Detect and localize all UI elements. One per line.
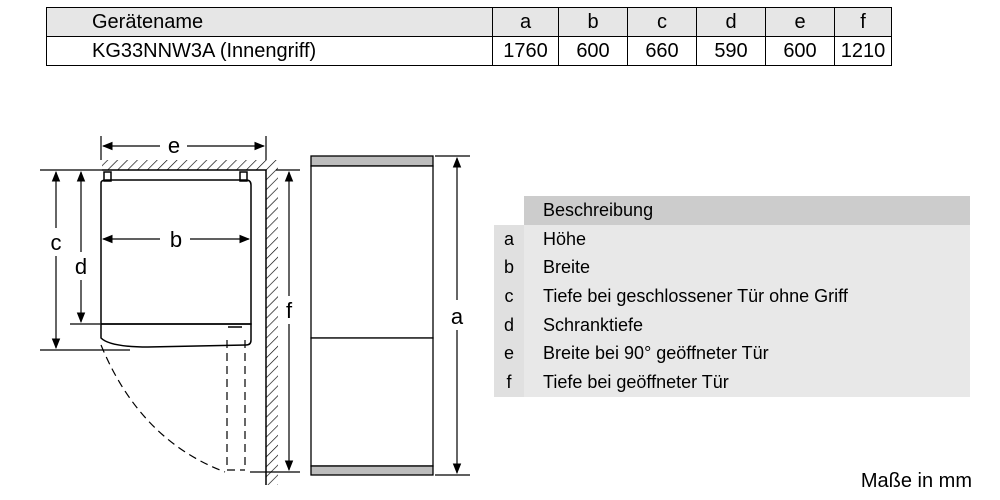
header-e: e	[766, 8, 835, 37]
dimension-legend	[494, 196, 970, 397]
legend-text: Breite bei 90° geöffneter Tür	[524, 339, 970, 368]
cell-d: 590	[697, 37, 766, 66]
header-f: f	[835, 8, 892, 37]
dimension-f-label: f	[285, 298, 293, 323]
appliance-front-view	[311, 156, 433, 475]
legend-key: f	[494, 368, 524, 397]
legend-item	[494, 311, 970, 340]
legend-text: Höhe	[524, 225, 970, 254]
dimension-e-label: e	[167, 133, 181, 158]
legend-key: c	[494, 282, 524, 311]
legend-header-row	[494, 196, 970, 225]
dimension-d	[70, 172, 100, 324]
header-device-name: Gerätename	[47, 8, 493, 37]
legend-item	[494, 339, 970, 368]
dimension-b-label: b	[169, 227, 183, 252]
dimension-c-label: c	[50, 230, 62, 255]
legend-body	[494, 225, 970, 397]
legend-key: e	[494, 339, 524, 368]
header-b: b	[559, 8, 628, 37]
cell-e: 600	[766, 37, 835, 66]
header-a: a	[493, 8, 559, 37]
legend-item	[494, 368, 970, 397]
legend-key: d	[494, 311, 524, 340]
legend-item	[494, 225, 970, 254]
legend-key: b	[494, 253, 524, 282]
cell-device-name: KG33NNW3A (Innengriff)	[47, 37, 493, 66]
cell-a: 1760	[493, 37, 559, 66]
door-swing	[101, 340, 245, 472]
legend-item	[494, 282, 970, 311]
header-d: d	[697, 8, 766, 37]
cell-b: 600	[559, 37, 628, 66]
legend-header-key	[494, 196, 524, 225]
legend-key: a	[494, 225, 524, 254]
legend-header: Beschreibung	[543, 200, 654, 220]
legend-item	[494, 253, 970, 282]
legend-text: Breite	[524, 253, 970, 282]
header-c: c	[628, 8, 697, 37]
legend-text: Schranktiefe	[524, 311, 970, 340]
cell-c: 660	[628, 37, 697, 66]
dimension-d-label: d	[74, 254, 88, 279]
dimension-a-label: a	[450, 304, 464, 329]
legend-text: Tiefe bei geöffneter Tür	[524, 368, 970, 397]
legend-text: Tiefe bei geschlossener Tür ohne Griff	[524, 282, 970, 311]
units-note: Maße in mm	[860, 470, 972, 492]
appliance-top-view	[101, 172, 251, 347]
cell-f: 1210	[835, 37, 892, 66]
dimension-e	[101, 136, 266, 160]
